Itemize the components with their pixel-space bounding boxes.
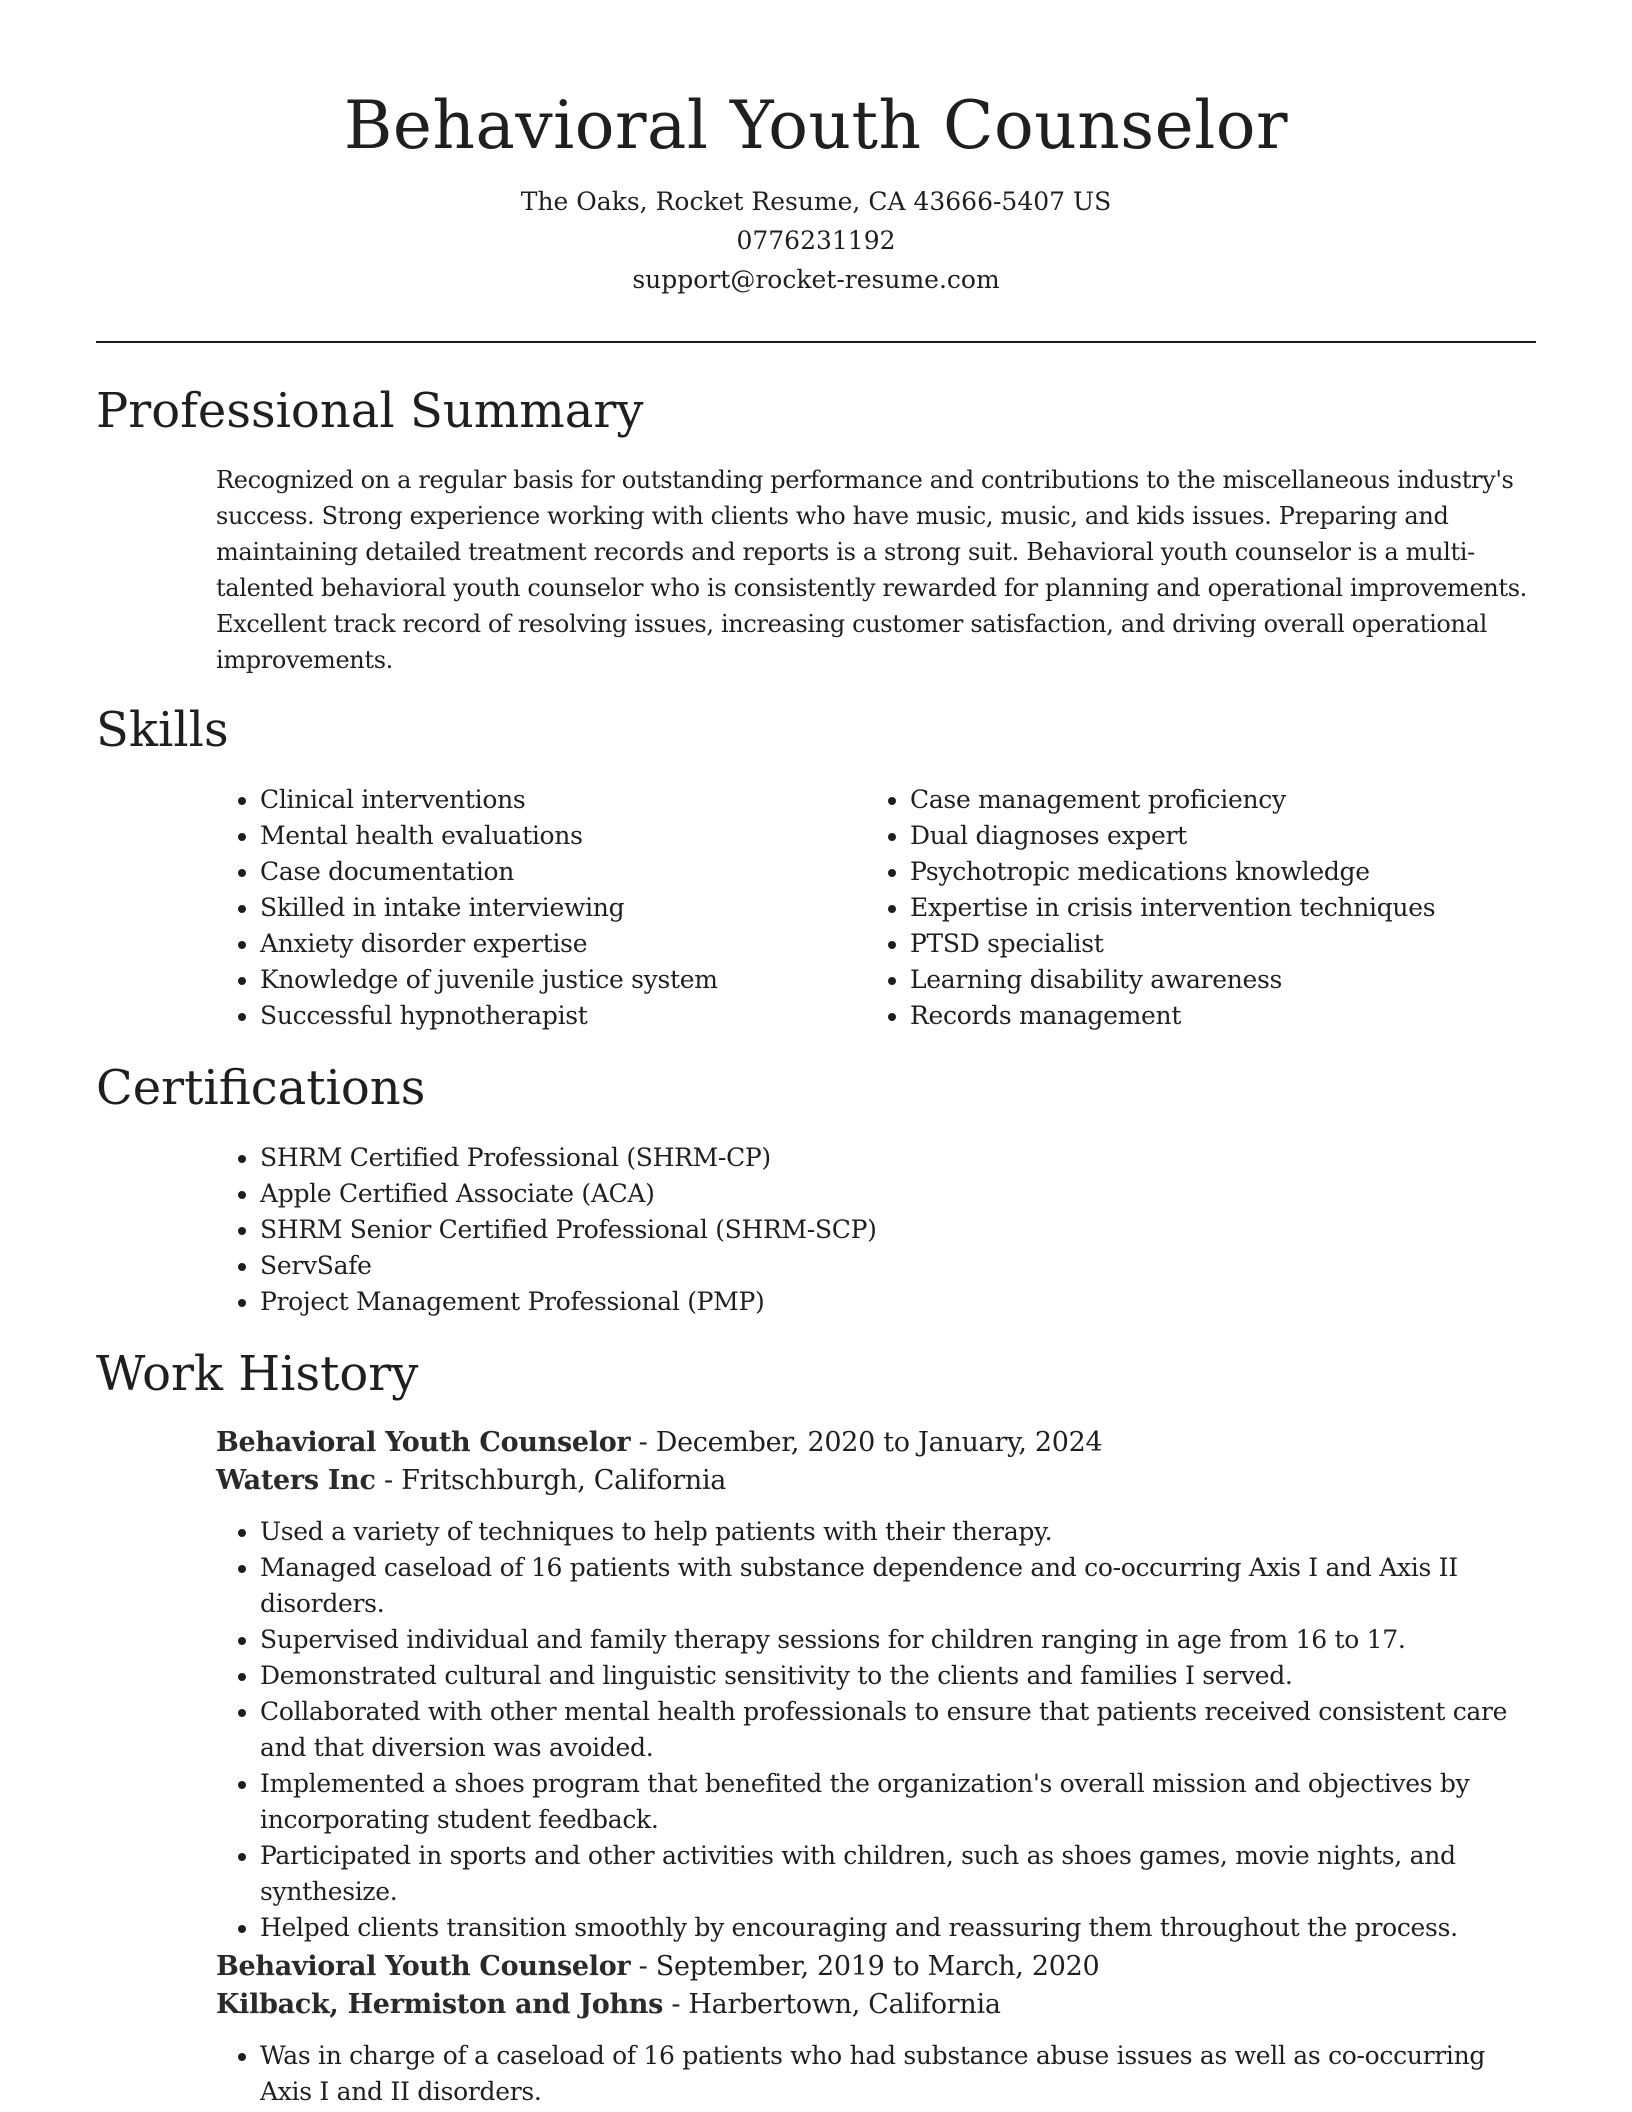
list-item: • Anxiety disorder expertise: [260, 926, 816, 962]
list-item: • Project Management Professional (PMP): [260, 1284, 1316, 1320]
job-dates: September, 2019 to March, 2020: [655, 1951, 1100, 1982]
list-item: • Successful hypnotherapist: [260, 998, 816, 1034]
list-item: • Expertise in crisis intervention techniques: [910, 890, 1536, 926]
job-entry: [216, 1948, 1536, 2110]
list-item: • Psychotropic medications knowledge: [910, 854, 1536, 890]
separator: -: [638, 1427, 656, 1458]
job-role: Behavioral Youth Counselor: [216, 1951, 631, 1982]
job-company: Kilback, Hermiston and Johns: [216, 1989, 664, 2020]
list-item: • Clinical interventions: [260, 782, 816, 818]
list-item: • Managed caseload of 16 patients with substance dependence and co-occurring Axis I and Axis II disorders.: [260, 1550, 1536, 1622]
list-item: • Apple Certified Associate (ACA): [260, 1176, 1316, 1212]
separator: -: [383, 1465, 402, 1496]
list-item: • Case management proficiency: [910, 782, 1536, 818]
list-item: • Was in charge of a caseload of 16 patients who had substance abuse issues as well as co-occurring Axis I and II disorders.: [260, 2038, 1536, 2110]
job-duties-list: [216, 1514, 1536, 1946]
contact-phone: 0776231192: [736, 226, 896, 255]
list-item: • Helped clients transition smoothly by encouraging and reassuring them throughout the process.: [260, 1910, 1536, 1946]
list-item: • Demonstrated cultural and linguistic sensitivity to the clients and families I served.: [260, 1658, 1536, 1694]
list-item: • Implemented a shoes program that benefited the organization's overall mission and objectives by incorporating student feedback.: [260, 1766, 1536, 1838]
certifications-block: [216, 1140, 1316, 1320]
list-item: • Used a variety of techniques to help patients with their therapy.: [260, 1514, 1536, 1550]
resume-header: [0, 0, 1632, 299]
list-item: • SHRM Senior Certified Professional (SHRM-SCP): [260, 1212, 1316, 1248]
certifications-list: [216, 1140, 1316, 1320]
header-divider: [96, 341, 1536, 343]
job-dates: December, 2020 to January, 2024: [655, 1427, 1103, 1458]
separator: -: [671, 1989, 689, 2020]
list-item: • Records management: [910, 998, 1536, 1034]
separator: -: [638, 1951, 656, 1982]
list-item: • Collaborated with other mental health professionals to ensure that patients received consistent care and that diversion was avoided.: [260, 1694, 1536, 1766]
list-item: • Knowledge of juvenile justice system: [260, 962, 816, 998]
list-item: • Participated in sports and other activities with children, such as shoes games, movie nights, and synthesize.: [260, 1838, 1536, 1910]
job-company: Waters Inc: [216, 1465, 376, 1496]
job-duties-list: [216, 2038, 1536, 2110]
job-title-line: [216, 1424, 1536, 1462]
job-company-line: [216, 1986, 1536, 2024]
section-title-summary: Professional Summary: [96, 383, 644, 439]
job-duties: [216, 2038, 1536, 2110]
section-title-skills: Skills: [96, 702, 229, 758]
contact-email: support@rocket-resume.com: [632, 265, 1000, 294]
job-location: Harbertown, California: [688, 1989, 1001, 2020]
job-location: Fritschburgh, California: [401, 1465, 727, 1496]
skills-column-left: [216, 782, 816, 1034]
list-item: • Mental health evaluations: [260, 818, 816, 854]
summary-text: Recognized on a regular basis for outstanding performance and contributions to the miscellaneous industry's success. Strong experience working with clients who have music, music, and kids issues. Preparing and maintaining detailed treatment records and reports is a strong suit. Behavioral youth counselor is a multi-talented behavioral youth counselor who is consistently rewarded for planning and operational improvements. Excellent track record of resolving issues, increasing customer satisfaction, and driving overall operational improvements.: [216, 466, 1527, 674]
list-item: • PTSD specialist: [910, 926, 1536, 962]
list-item: • SHRM Certified Professional (SHRM-CP): [260, 1140, 1316, 1176]
list-item: • Learning disability awareness: [910, 962, 1536, 998]
list-item: • ServSafe: [260, 1248, 1316, 1284]
section-title-work-history: Work History: [96, 1346, 419, 1402]
list-item: • Supervised individual and family therapy sessions for children ranging in age from 16 to 17.: [260, 1622, 1536, 1658]
candidate-name: Behavioral Youth Counselor: [343, 87, 1289, 164]
job-company-line: [216, 1462, 1536, 1500]
contact-info: [0, 182, 1632, 299]
list-item: • Skilled in intake interviewing: [260, 890, 816, 926]
skills-column-right: [866, 782, 1536, 1034]
skills-list-left: [216, 782, 816, 1034]
job-entry: [216, 1424, 1536, 1946]
skills-list-right: [866, 782, 1536, 1034]
job-duties: [216, 1514, 1536, 1946]
job-role: Behavioral Youth Counselor: [216, 1427, 631, 1458]
section-title-certifications: Certifications: [96, 1060, 426, 1116]
list-item: • Case documentation: [260, 854, 816, 890]
contact-address: The Oaks, Rocket Resume, CA 43666-5407 US: [520, 187, 1112, 216]
job-title-line: [216, 1948, 1536, 1986]
list-item: • Dual diagnoses expert: [910, 818, 1536, 854]
